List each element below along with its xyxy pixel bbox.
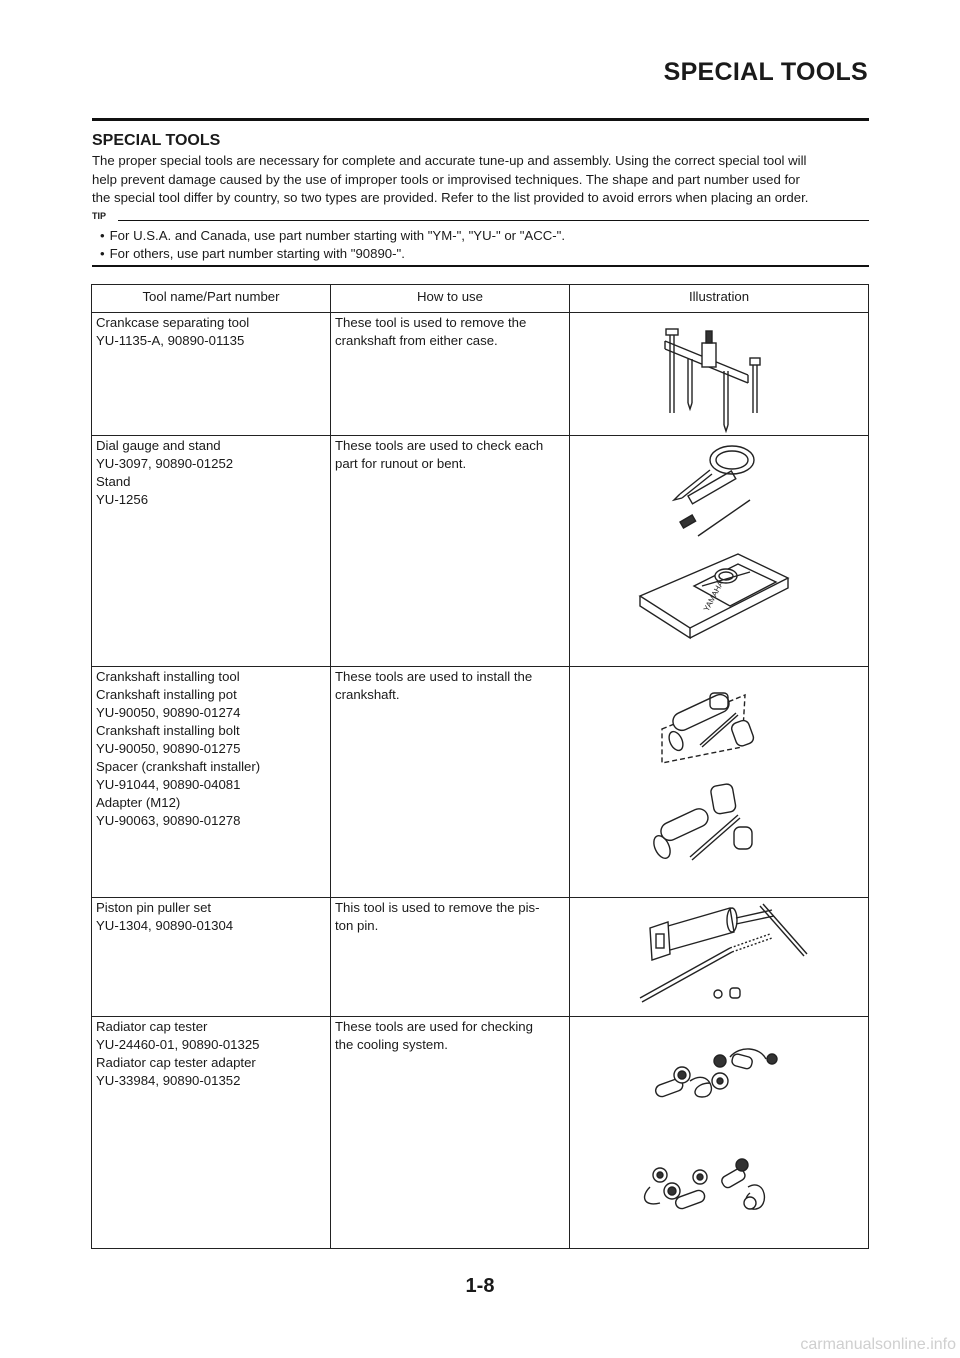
tip-item: [100, 227, 565, 245]
usage-line: the cooling system.: [335, 1037, 448, 1052]
table-header-row: [92, 285, 869, 313]
section-heading: SPECIAL TOOLS: [92, 132, 221, 149]
tool-name-line: Crankcase separating tool: [96, 315, 250, 330]
tip-item: [100, 245, 565, 263]
tip-rule-bottom: [92, 265, 869, 267]
usage-line: crankshaft.: [335, 687, 400, 702]
intro-line: the special tool differ by country, so two types are provided. Refer to the list provided to avoid errors when placing an order.: [92, 190, 809, 205]
tool-name-cell: [92, 313, 331, 436]
tip-list: [100, 227, 565, 263]
tool-name-line: Stand: [96, 474, 131, 489]
usage-line: crankshaft from either case.: [335, 333, 498, 348]
table-row: [92, 667, 869, 898]
tip-rule-top: [118, 220, 869, 221]
usage-line: part for runout or bent.: [335, 456, 467, 471]
usage-line: These tools are used to check each: [335, 438, 544, 453]
tool-name-line: Crankshaft installing bolt: [96, 723, 240, 738]
crankshaft-installing-tool-drawing: [570, 667, 868, 897]
watermark-text: carmanualsonline.info: [800, 1336, 956, 1353]
tip-label: TIP: [92, 211, 107, 221]
crankcase-separating-tool-drawing: [570, 313, 868, 435]
radiator-cap-tester-drawing: [570, 1017, 868, 1248]
usage-cell: [331, 667, 570, 898]
tool-part-number: YU-90050, 90890-01274: [96, 705, 241, 720]
table-row: [92, 436, 869, 667]
usage-line: ton pin.: [335, 918, 379, 933]
column-header-tool-name: Tool name/Part number: [92, 285, 331, 313]
illustration-cell: [569, 313, 868, 436]
tool-name-line: Piston pin puller set: [96, 900, 212, 915]
tool-name-cell: [92, 898, 331, 1017]
usage-cell: [331, 898, 570, 1017]
tool-name-line: Radiator cap tester adapter: [96, 1055, 256, 1070]
tool-name-cell: [92, 1017, 331, 1249]
piston-pin-puller-drawing: [570, 898, 868, 1016]
tool-part-number: YU-33984, 90890-01352: [96, 1073, 241, 1088]
page-header-title: SPECIAL TOOLS: [663, 58, 868, 86]
tool-name-line: Radiator cap tester: [96, 1019, 208, 1034]
header-rule: [92, 118, 869, 121]
tool-part-number: YU-1304, 90890-01304: [96, 918, 234, 933]
intro-paragraph: [92, 152, 872, 208]
tool-part-number: YU-90050, 90890-01275: [96, 741, 241, 756]
tool-name-cell: [92, 436, 331, 667]
tool-part-number: YU-90063, 90890-01278: [96, 813, 241, 828]
column-header-how-to-use: How to use: [331, 285, 570, 313]
usage-line: This tool is used to remove the pis-: [335, 900, 540, 915]
tool-name-line: Crankshaft installing pot: [96, 687, 237, 702]
dial-gauge-and-stand-drawing: [570, 436, 868, 666]
usage-cell: [331, 313, 570, 436]
tool-part-number: YU-3097, 90890-01252: [96, 456, 234, 471]
table-row: [92, 898, 869, 1017]
usage-cell: [331, 436, 570, 667]
illustration-cell: [569, 667, 868, 898]
page-number: 1-8: [465, 1275, 495, 1297]
tool-name-line: Adapter (M12): [96, 795, 181, 810]
tool-part-number: YU-1135-A, 90890-01135: [96, 333, 245, 348]
usage-line: These tools are used to install the: [335, 669, 533, 684]
usage-line: These tool is used to remove the: [335, 315, 527, 330]
tool-part-number: YU-24460-01, 90890-01325: [96, 1037, 260, 1052]
illustration-cell: [569, 1017, 868, 1249]
usage-line: These tools are used for checking: [335, 1019, 533, 1034]
table-row: [92, 313, 869, 436]
tool-name-line: Crankshaft installing tool: [96, 669, 240, 684]
tool-name-line: Spacer (crankshaft installer): [96, 759, 261, 774]
intro-line: The proper special tools are necessary for complete and accurate tune-up and assembly. Using the correct special tool will: [92, 153, 807, 168]
table-row: [92, 1017, 869, 1249]
special-tools-table: [91, 284, 869, 1249]
tool-part-number: YU-1256: [96, 492, 149, 507]
intro-line: help prevent damage caused by the use of improper tools or improvised techniques. The shape and part number used for: [92, 171, 800, 187]
illustration-cell: [569, 436, 868, 667]
tip-item-text: For U.S.A. and Canada, use part number starting with "YM-", "YU-" or "ACC-".: [109, 228, 565, 243]
illustration-cell: [569, 898, 868, 1017]
column-header-illustration: Illustration: [569, 285, 868, 313]
tip-item-text: For others, use part number starting with "90890-".: [109, 246, 405, 261]
tool-part-number: YU-91044, 90890-04081: [96, 777, 241, 792]
case-logo-text: YAMAHA: [701, 579, 726, 613]
tool-name-line: Dial gauge and stand: [96, 438, 221, 453]
tool-name-cell: [92, 667, 331, 898]
usage-cell: [331, 1017, 570, 1249]
